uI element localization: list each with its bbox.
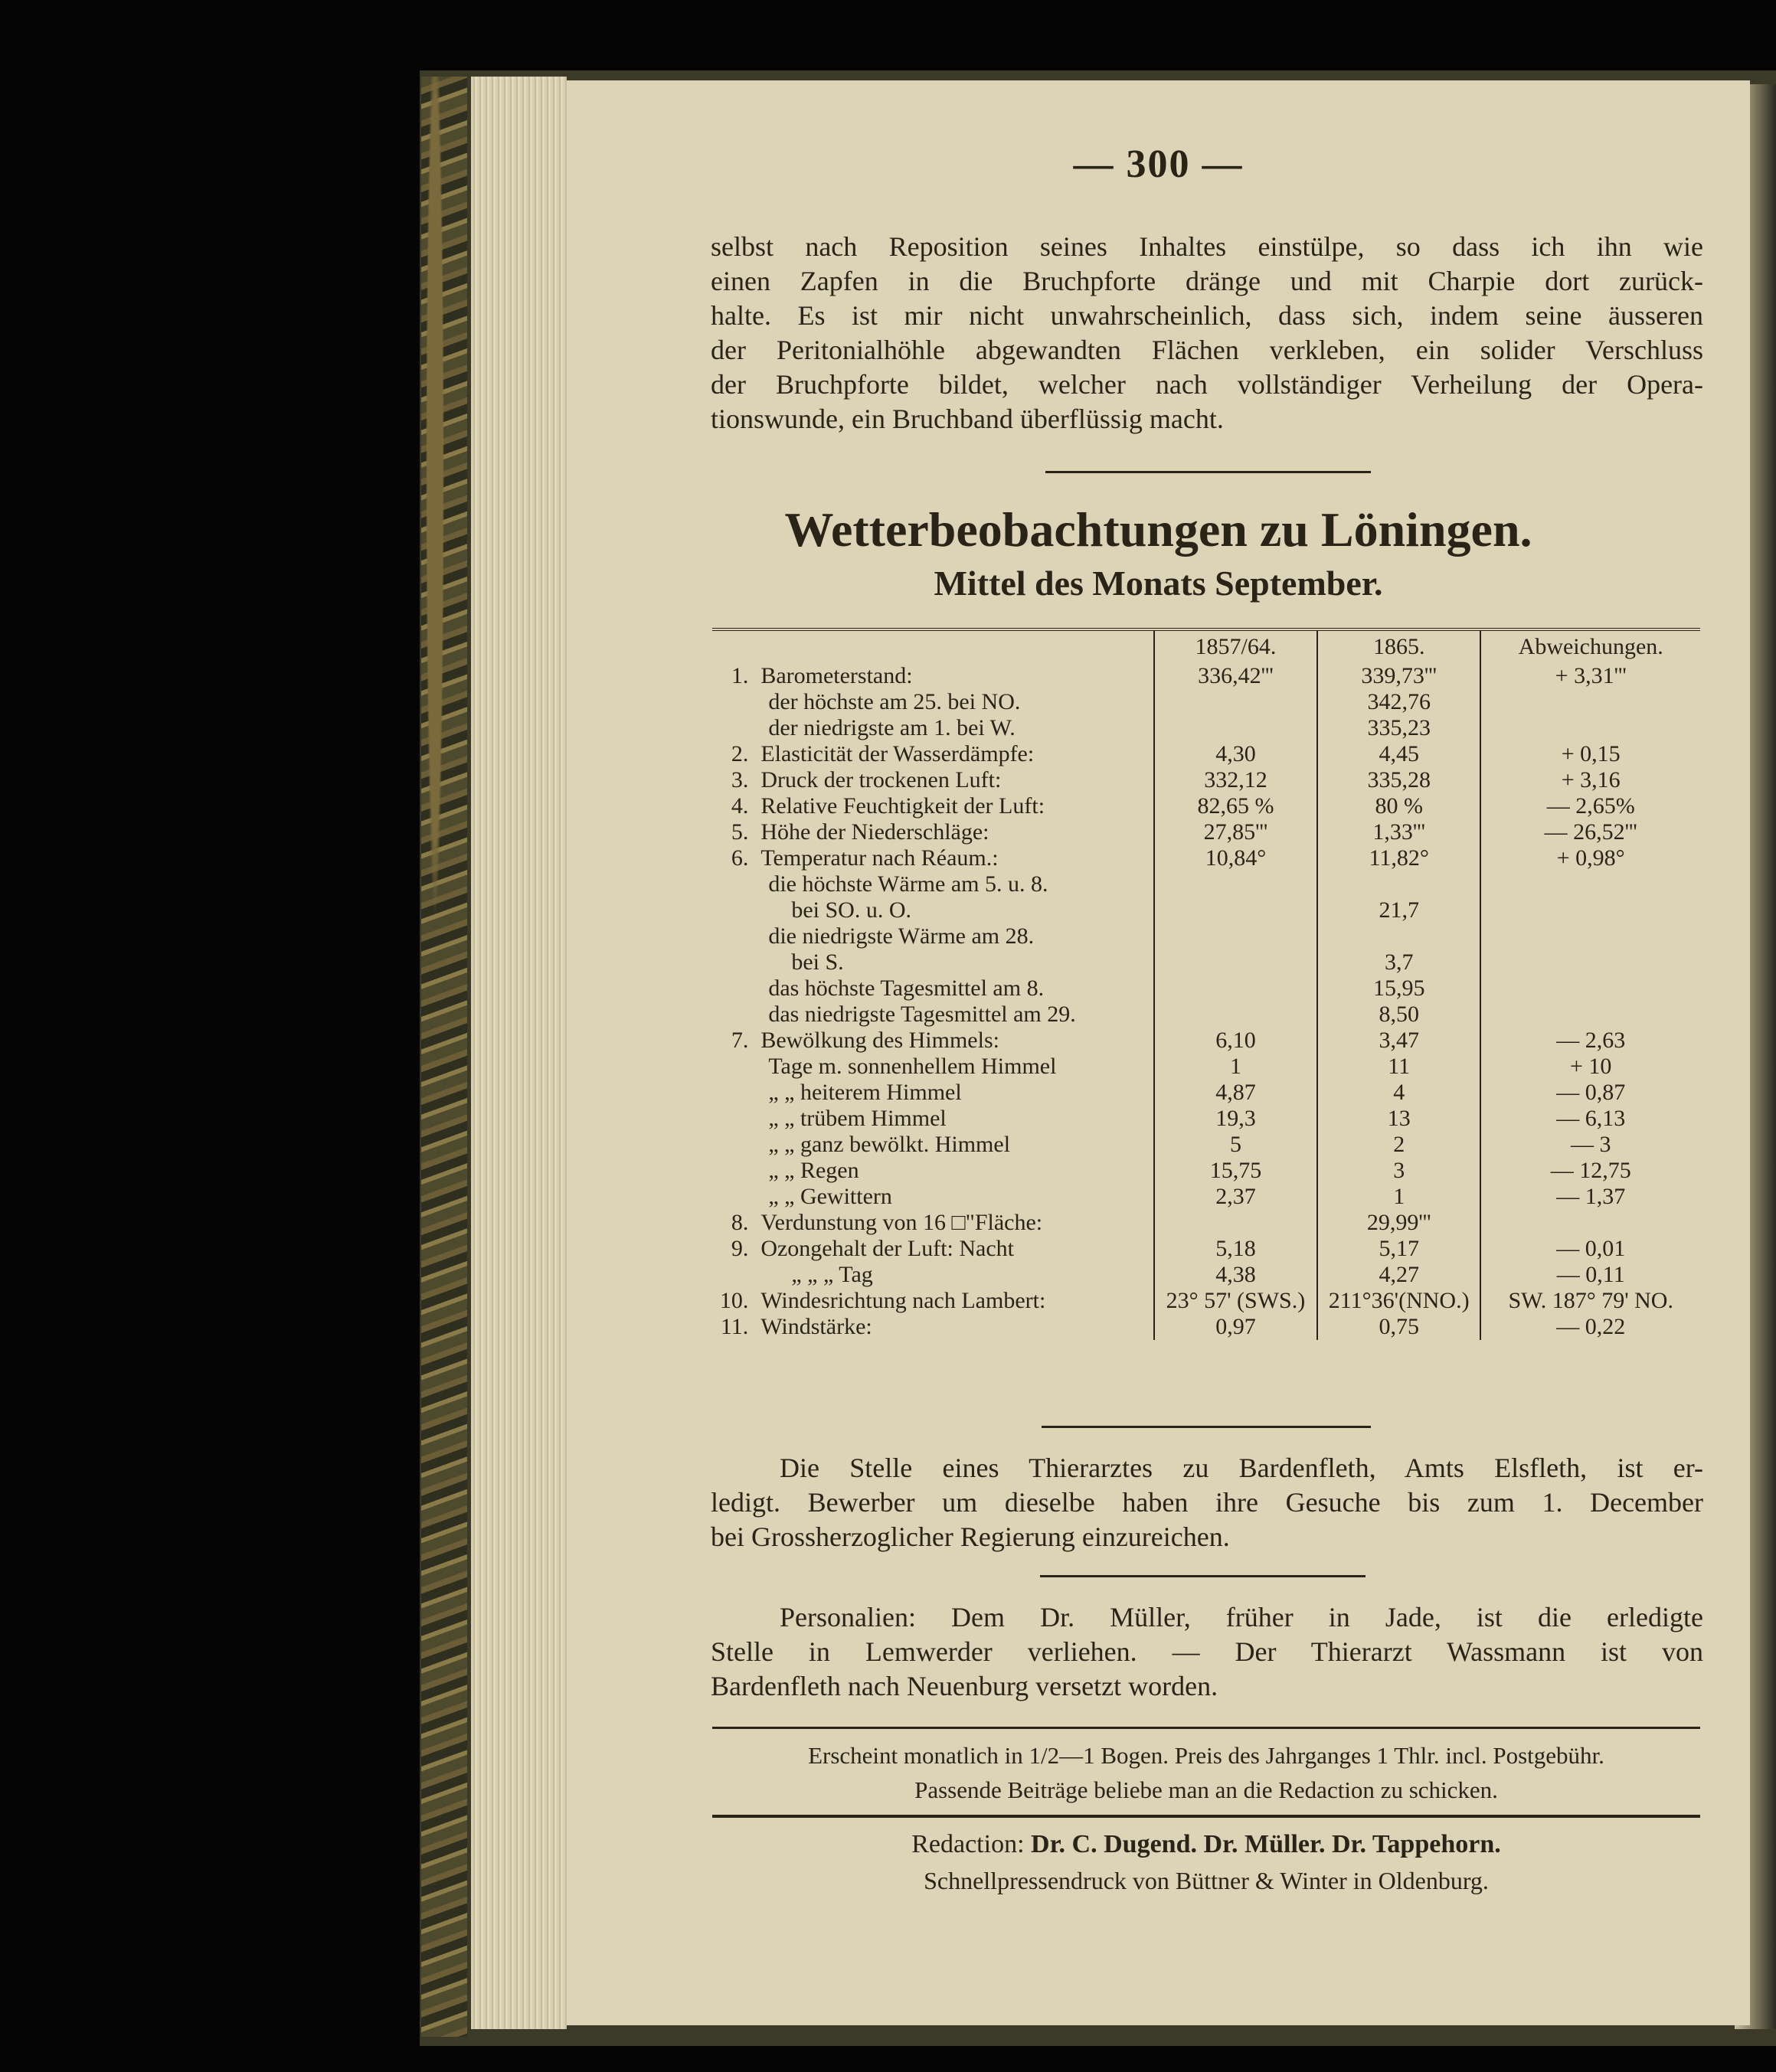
section-subtitle: Mittel des Monats September. — [934, 564, 1383, 603]
value-period: 27,85''' — [1154, 819, 1317, 845]
value-period — [1154, 1210, 1317, 1236]
row-number — [712, 923, 754, 949]
value-deviation: + 3,31''' — [1480, 663, 1700, 689]
header-label — [754, 629, 1154, 663]
row-label: Windstärke: — [760, 1314, 872, 1339]
row-number: 3. — [731, 767, 749, 793]
value-deviation: + 10 — [1480, 1054, 1700, 1080]
table-row — [712, 715, 1700, 741]
value-year: 5,17 — [1317, 1236, 1481, 1262]
table-row — [712, 819, 1700, 845]
row-label: Elasticität der Wasserdämpfe: — [760, 741, 1035, 766]
value-period: 332,12 — [1154, 767, 1317, 793]
table-row — [712, 741, 1700, 767]
table-row — [712, 897, 1700, 923]
row-number — [712, 976, 754, 1002]
value-year: 15,95 — [1317, 976, 1481, 1002]
row-label: Windesrichtung nach Lambert: — [760, 1288, 1046, 1313]
row-label: „ „ trübem Himmel — [768, 1106, 947, 1131]
row-label: der höchste am 25. bei NO. — [768, 689, 1021, 714]
table-row — [712, 1028, 1700, 1054]
row-number: 6. — [731, 845, 749, 871]
row-label: Verdunstung von 16 □"Fläche: — [760, 1210, 1043, 1235]
value-deviation: — 26,52''' — [1480, 819, 1700, 845]
value-deviation: — 0,87 — [1480, 1080, 1700, 1106]
value-period — [1154, 897, 1317, 923]
value-year: 3,7 — [1317, 949, 1481, 976]
table-row — [712, 1262, 1700, 1288]
value-deviation: + 3,16 — [1480, 767, 1700, 793]
value-period: 6,10 — [1154, 1028, 1317, 1054]
table-row — [712, 1002, 1700, 1028]
value-period — [1154, 976, 1317, 1002]
row-number — [712, 1158, 754, 1184]
value-period: 4,38 — [1154, 1262, 1317, 1288]
header-deviation: Abweichungen. — [1480, 629, 1700, 663]
row-number — [712, 1002, 754, 1028]
value-year: 8,50 — [1317, 1002, 1481, 1028]
intro-line: der Bruchpforte bildet, welcher nach vollständiger Verheilung der Opera- — [711, 369, 1703, 400]
value-period: 0,97 — [1154, 1314, 1317, 1340]
table-row — [712, 1080, 1700, 1106]
row-number — [712, 1132, 754, 1158]
intro-line: tionswunde, ein Bruchband überflüssig macht. — [711, 404, 1224, 434]
intro-line: der Peritonialhöhle abgewandten Flächen verkleben, ein solider Verschluss — [711, 335, 1703, 365]
header-year: 1865. — [1317, 629, 1481, 663]
notice-line: ledigt. Bewerber um dieselbe haben ihre Gesuche bis zum 1. December — [711, 1487, 1703, 1518]
row-label: der niedrigste am 1. bei W. — [768, 715, 1016, 740]
row-label: Tage m. sonnenhellem Himmel — [768, 1054, 1057, 1079]
separator-rule — [1045, 471, 1371, 473]
value-deviation: — 0,01 — [1480, 1236, 1700, 1262]
row-label: „ „ ganz bewölkt. Himmel — [768, 1132, 1011, 1157]
value-period: 23° 57' (SWS.) — [1154, 1288, 1317, 1314]
value-year: 1 — [1317, 1184, 1481, 1210]
weather-table — [712, 628, 1700, 1340]
row-number — [712, 715, 754, 741]
row-label: Ozongehalt der Luft: Nacht — [760, 1236, 1015, 1261]
value-period: 4,87 — [1154, 1080, 1317, 1106]
row-label: Relative Feuchtigkeit der Luft: — [760, 793, 1045, 819]
value-year: 3 — [1317, 1158, 1481, 1184]
value-period: 2,37 — [1154, 1184, 1317, 1210]
intro-line: selbst nach Reposition seines Inhaltes einstülpe, so dass ich ihn wie — [711, 231, 1703, 262]
value-deviation: + 0,15 — [1480, 741, 1700, 767]
value-deviation: — 1,37 — [1480, 1184, 1700, 1210]
table-row — [712, 1236, 1700, 1262]
value-period — [1154, 871, 1317, 897]
value-deviation: — 12,75 — [1480, 1158, 1700, 1184]
row-number: 9. — [731, 1236, 749, 1261]
table-row — [712, 845, 1700, 871]
row-number: 4. — [731, 793, 749, 819]
value-period — [1154, 689, 1317, 715]
row-label: das niedrigste Tagesmittel am 29. — [768, 1002, 1076, 1027]
row-label: Höhe der Niederschläge: — [760, 819, 989, 845]
row-number: 8. — [731, 1210, 749, 1235]
value-deviation — [1480, 949, 1700, 976]
personal-line: Personalien: Dem Dr. Müller, früher in Jade, ist die erledigte — [780, 1602, 1703, 1632]
value-deviation: — 0,11 — [1480, 1262, 1700, 1288]
row-number — [712, 1184, 754, 1210]
value-year: 3,47 — [1317, 1028, 1481, 1054]
row-label: Druck der trockenen Luft: — [760, 767, 1002, 793]
value-year: 4,27 — [1317, 1262, 1481, 1288]
table-row — [712, 923, 1700, 949]
footer-contributions: Passende Beiträge beliebe man an die Redaction zu schicken. — [914, 1776, 1498, 1803]
intro-line: halte. Es ist mir nicht unwahrscheinlich, dass sich, indem seine äusseren — [711, 300, 1703, 331]
footer-redaction — [712, 1830, 1700, 1859]
personal-line: Stelle in Lemwerder verliehen. — Der Thierarzt Wassmann ist von — [711, 1636, 1703, 1667]
footer-subscription: Erscheint monatlich in 1/2—1 Bogen. Preis des Jahrganges 1 Thlr. incl. Postgebühr. — [808, 1742, 1604, 1769]
header-num — [712, 629, 754, 663]
row-label: „ „ „ Tag — [791, 1262, 873, 1287]
row-number — [712, 949, 754, 976]
separator-rule — [1042, 1426, 1371, 1428]
row-number: 2. — [731, 741, 749, 766]
row-number: 7. — [731, 1028, 749, 1053]
value-deviation — [1480, 923, 1700, 949]
value-deviation: — 2,65% — [1480, 793, 1700, 819]
row-label: Temperatur nach Réaum.: — [760, 845, 999, 871]
table-body — [712, 663, 1700, 1340]
value-year: 4 — [1317, 1080, 1481, 1106]
row-number — [712, 897, 754, 923]
row-label: das höchste Tagesmittel am 8. — [768, 976, 1045, 1001]
row-number: 1. — [731, 663, 749, 688]
value-deviation — [1480, 689, 1700, 715]
row-number: 11. — [720, 1314, 749, 1339]
value-deviation: — 6,13 — [1480, 1106, 1700, 1132]
footer-rule-top — [712, 1727, 1700, 1729]
value-deviation: SW. 187° 79' NO. — [1480, 1288, 1700, 1314]
value-deviation: + 0,98° — [1480, 845, 1700, 871]
row-number — [712, 871, 754, 897]
value-year — [1317, 871, 1481, 897]
value-deviation — [1480, 1210, 1700, 1236]
notice-line: bei Grossherzoglicher Regierung einzureichen. — [711, 1521, 1230, 1552]
table-row — [712, 871, 1700, 897]
row-number — [712, 689, 754, 715]
row-label: bei SO. u. O. — [791, 897, 911, 923]
value-deviation: — 2,63 — [1480, 1028, 1700, 1054]
value-year: 13 — [1317, 1106, 1481, 1132]
value-year: 1,33''' — [1317, 819, 1481, 845]
row-label: die niedrigste Wärme am 28. — [768, 923, 1035, 949]
value-period: 15,75 — [1154, 1158, 1317, 1184]
notice-line: Die Stelle eines Thierarztes zu Bardenfleth, Amts Elsfleth, ist er- — [780, 1453, 1703, 1483]
value-deviation — [1480, 715, 1700, 741]
table-row — [712, 1106, 1700, 1132]
value-period — [1154, 923, 1317, 949]
value-deviation — [1480, 871, 1700, 897]
footer-rule-bottom — [712, 1815, 1700, 1818]
row-label: „ „ Gewittern — [768, 1184, 892, 1209]
value-year: 339,73''' — [1317, 663, 1481, 689]
value-deviation — [1480, 1002, 1700, 1028]
value-period — [1154, 1002, 1317, 1028]
value-year: 80 % — [1317, 793, 1481, 819]
value-period: 1 — [1154, 1054, 1317, 1080]
table-row — [712, 1314, 1700, 1340]
page-number: — 300 — — [1073, 142, 1244, 186]
table-row — [712, 949, 1700, 976]
table-header-row — [712, 629, 1700, 663]
row-number — [712, 1106, 754, 1132]
table-row — [712, 1054, 1700, 1080]
redaction-names: Dr. C. Dugend. Dr. Müller. Dr. Tappehorn. — [1031, 1830, 1501, 1858]
value-year: 342,76 — [1317, 689, 1481, 715]
intro-line: einen Zapfen in die Bruchpforte dränge und mit Charpie dort zurück- — [711, 266, 1703, 296]
value-deviation: — 0,22 — [1480, 1314, 1700, 1340]
table-row — [712, 663, 1700, 689]
value-year: 29,99''' — [1317, 1210, 1481, 1236]
table-row — [712, 976, 1700, 1002]
row-number — [712, 1054, 754, 1080]
intro-paragraph — [711, 230, 1703, 436]
value-period: 336,42''' — [1154, 663, 1317, 689]
value-year: 2 — [1317, 1132, 1481, 1158]
value-period: 10,84° — [1154, 845, 1317, 871]
row-number: 5. — [731, 819, 749, 845]
table-row — [712, 793, 1700, 819]
value-year: 21,7 — [1317, 897, 1481, 923]
value-year: 11 — [1317, 1054, 1481, 1080]
notice-paragraph — [711, 1451, 1703, 1554]
table-row — [712, 689, 1700, 715]
row-number: 10. — [719, 1288, 749, 1313]
row-label: Barometerstand: — [760, 663, 913, 688]
redaction-label: Redaction: — [911, 1830, 1025, 1858]
value-period — [1154, 715, 1317, 741]
table-row — [712, 1288, 1700, 1314]
row-label: bei S. — [791, 949, 844, 975]
row-number — [712, 1080, 754, 1106]
personal-line: Bardenfleth nach Neuenburg versetzt worden. — [711, 1671, 1218, 1701]
value-period: 19,3 — [1154, 1106, 1317, 1132]
value-year: 335,23 — [1317, 715, 1481, 741]
table-row — [712, 1132, 1700, 1158]
value-deviation: — 3 — [1480, 1132, 1700, 1158]
value-deviation — [1480, 897, 1700, 923]
value-period: 4,30 — [1154, 741, 1317, 767]
table-row — [712, 1184, 1700, 1210]
table-row — [712, 1210, 1700, 1236]
value-year: 0,75 — [1317, 1314, 1481, 1340]
value-period: 5 — [1154, 1132, 1317, 1158]
value-year — [1317, 923, 1481, 949]
value-year: 335,28 — [1317, 767, 1481, 793]
value-deviation — [1480, 976, 1700, 1002]
row-label: Bewölkung des Himmels: — [760, 1028, 999, 1053]
value-year: 11,82° — [1317, 845, 1481, 871]
value-period: 5,18 — [1154, 1236, 1317, 1262]
row-label: „ „ Regen — [768, 1158, 859, 1183]
table-row — [712, 1158, 1700, 1184]
section-title: Wetterbeobachtungen zu Löningen. — [784, 502, 1532, 557]
value-year: 211°36'(NNO.) — [1317, 1288, 1481, 1314]
personal-paragraph — [711, 1600, 1703, 1704]
value-period — [1154, 949, 1317, 976]
value-period: 82,65 % — [1154, 793, 1317, 819]
footer-printer: Schnellpressendruck von Büttner & Winter in Oldenburg. — [924, 1867, 1489, 1894]
value-year: 4,45 — [1317, 741, 1481, 767]
header-period: 1857/64. — [1154, 629, 1317, 663]
separator-rule — [1040, 1575, 1366, 1577]
row-label: die höchste Wärme am 5. u. 8. — [768, 871, 1048, 897]
table-row — [712, 767, 1700, 793]
row-label: „ „ heiterem Himmel — [768, 1080, 962, 1105]
row-number — [712, 1262, 754, 1288]
